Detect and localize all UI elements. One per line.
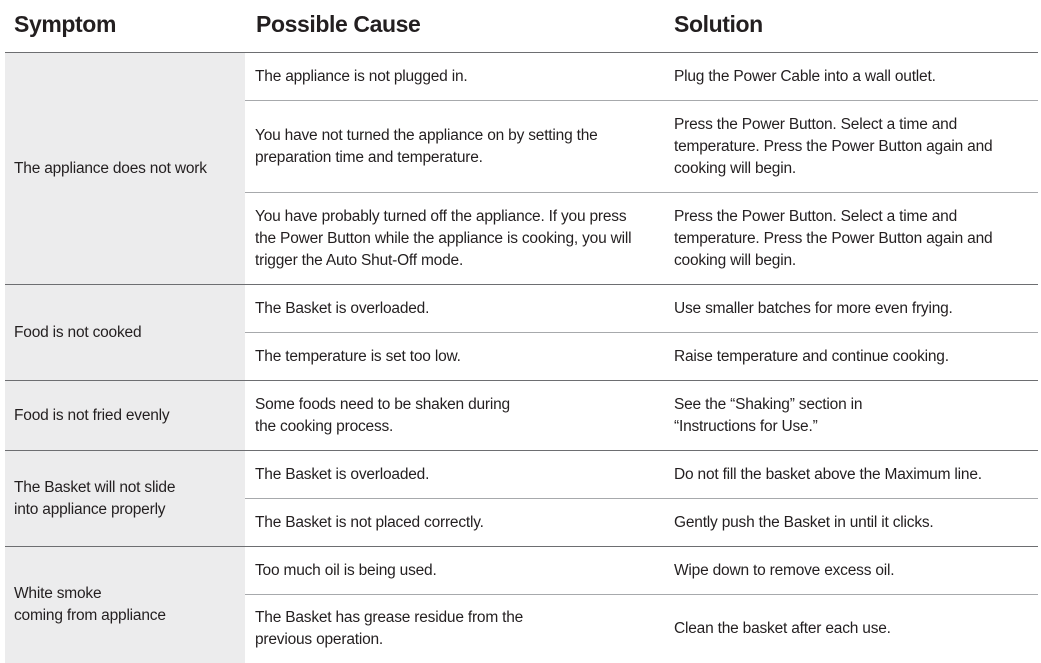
table-row: [5, 381, 1038, 451]
solution-cell: Clean the basket after each use.: [664, 595, 1038, 663]
cause-cell: You have not turned the appliance on by setting the preparation time and temperature.: [245, 101, 664, 193]
symptom-cell: The appliance does not work: [5, 53, 245, 285]
cause-cell: The temperature is set too low.: [245, 333, 664, 381]
solution-cell: See the “Shaking” section in “Instructions for Use.”: [664, 381, 1038, 451]
solution-cell: Press the Power Button. Select a time and temperature. Press the Power Button again and cooking will begin.: [664, 193, 1038, 285]
cause-cell: The Basket is not placed correctly.: [245, 499, 664, 547]
solution-cell: Raise temperature and continue cooking.: [664, 333, 1038, 381]
cause-cell: The Basket is overloaded.: [245, 285, 664, 333]
solution-cell: Plug the Power Cable into a wall outlet.: [664, 53, 1038, 101]
cause-cell: Some foods need to be shaken during the cooking process.: [245, 381, 664, 451]
symptom-cell: Food is not fried evenly: [5, 381, 245, 451]
cause-cell: You have probably turned off the appliance. If you press the Power Button while the appliance is cooking, you will trigger the Auto Shut-Off mode.: [245, 193, 664, 285]
solution-cell: Gently push the Basket in until it clicks.: [664, 499, 1038, 547]
cause-cell: The appliance is not plugged in.: [245, 53, 664, 101]
table-row: [5, 547, 1038, 595]
cause-cell: Too much oil is being used.: [245, 547, 664, 595]
header-symptom: Symptom: [5, 0, 245, 53]
symptom-cell: The Basket will not slide into appliance properly: [5, 451, 245, 547]
table-header: [5, 0, 1038, 53]
header-possible-cause: Possible Cause: [245, 0, 664, 53]
header-solution: Solution: [664, 0, 1038, 53]
solution-cell: Press the Power Button. Select a time and temperature. Press the Power Button again and cooking will begin.: [664, 101, 1038, 193]
table-row: [5, 451, 1038, 499]
table-row: [5, 285, 1038, 333]
cause-cell: The Basket is overloaded.: [245, 451, 664, 499]
header-row: [5, 0, 1038, 53]
table-body: [5, 53, 1038, 663]
symptom-cell: White smoke coming from appliance: [5, 547, 245, 663]
troubleshooting-table: [5, 0, 1038, 663]
table-row: [5, 53, 1038, 101]
symptom-cell: Food is not cooked: [5, 285, 245, 381]
solution-cell: Wipe down to remove excess oil.: [664, 547, 1038, 595]
cause-cell: The Basket has grease residue from the previous operation.: [245, 595, 664, 663]
solution-cell: Use smaller batches for more even frying.: [664, 285, 1038, 333]
solution-cell: Do not fill the basket above the Maximum line.: [664, 451, 1038, 499]
